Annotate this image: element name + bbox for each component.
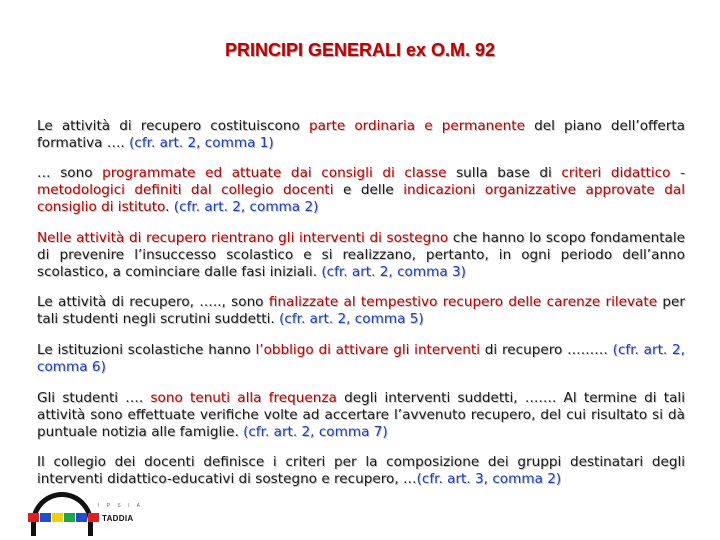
text-run-red: finalizzate al tempestivo recupero delle carenze rilevate — [268, 294, 658, 311]
text-run-red: Nelle attività di recupero rientrano gli interventi di sostegno — [37, 229, 449, 246]
paragraph-6 — [37, 390, 685, 441]
text-run-black: di recupero ……… — [479, 341, 613, 358]
logo-color-square — [40, 513, 51, 522]
page-title: PRINCIPI GENERALI ex O.M. 92 — [224, 40, 496, 60]
text-run-red: sono tenuti alla frequenza — [150, 389, 337, 406]
text-run-blue: (cfr. art. 2, comma 1) — [129, 134, 274, 151]
text-run-red: l’obbligo di attivare gli interventi — [255, 341, 480, 358]
text-run-blue: (cfr. art. 2, comma 7) — [243, 423, 388, 440]
paragraph-1 — [37, 118, 685, 152]
text-run-black: del piano dell’offerta formativa …. — [37, 117, 686, 151]
text-run-red: programmate ed attuate dai consigli di classe — [102, 165, 447, 182]
text-run-blue: (cfr. art. 2, comma 6) — [37, 341, 685, 375]
text-run-red: indicazioni organizzative approvate dal consiglio di istituto — [37, 182, 685, 216]
paragraph-4 — [37, 294, 685, 328]
logo-color-square — [76, 513, 87, 522]
text-run-red: criteri didattico -metodologici definiti dal collegio docenti — [37, 165, 685, 199]
text-run-blue: (cfr. art. 2, comma 5) — [279, 311, 424, 328]
paragraph-5 — [37, 342, 685, 376]
logo-name-text: TADDIA — [102, 514, 134, 523]
text-run-black: Le attività di recupero, ….., sono — [37, 294, 269, 311]
text-run-black: . — [165, 199, 174, 216]
text-run-black: sulla base di — [446, 165, 562, 182]
logo-name — [102, 514, 133, 523]
text-run-black: Gli studenti …. — [37, 389, 151, 406]
text-run-blue: (cfr. art. 2, comma 3) — [321, 263, 466, 280]
text-run-blue: (cfr. art. 3, comma 2) — [416, 471, 562, 488]
paragraph-7 — [37, 454, 685, 488]
text-run-red: parte ordinaria e permanente — [308, 117, 525, 134]
text-run-black: Le attività di recupero costituiscono — [37, 117, 309, 134]
logo-color-square — [52, 513, 63, 522]
text-run-black: Le istituzioni scolastiche hanno — [37, 341, 256, 358]
logo-color-square — [88, 513, 99, 522]
paragraph-2 — [37, 165, 685, 216]
text-run-black: che hanno lo scopo fondamentale di prevenire l’insuccesso scolastico e si realizzano, pertanto, in ogni periodo dell’anno scolastico, a cominciare dalle fasi iniziali. — [37, 229, 685, 280]
text-run-black: per tali studenti negli scrutini suddetti. — [37, 294, 685, 328]
logo-top-text: I P S I A — [98, 503, 143, 509]
content-body — [37, 104, 685, 497]
logo-color-square — [64, 513, 75, 522]
paragraph-3 — [37, 230, 685, 281]
school-logo — [28, 488, 148, 528]
text-run-black: … sono — [37, 165, 103, 182]
text-run-black: degli interventi suddetti, ……. Al termine di tali attività sono effettuate verifiche volte ad accertare l’avvenuto recupero, del cui risultato si dà puntuale notizia alle famiglie. — [37, 389, 685, 440]
logo-color-square — [28, 513, 39, 522]
text-run-black: Il collegio dei docenti definisce i criteri per la composizione dei gruppi destinatari degli interventi didattico-educativi di sostegno e recupero, … — [37, 454, 685, 488]
text-run-blue: (cfr. art. 2, comma 2) — [173, 199, 319, 216]
text-run-black: e delle — [333, 182, 404, 199]
